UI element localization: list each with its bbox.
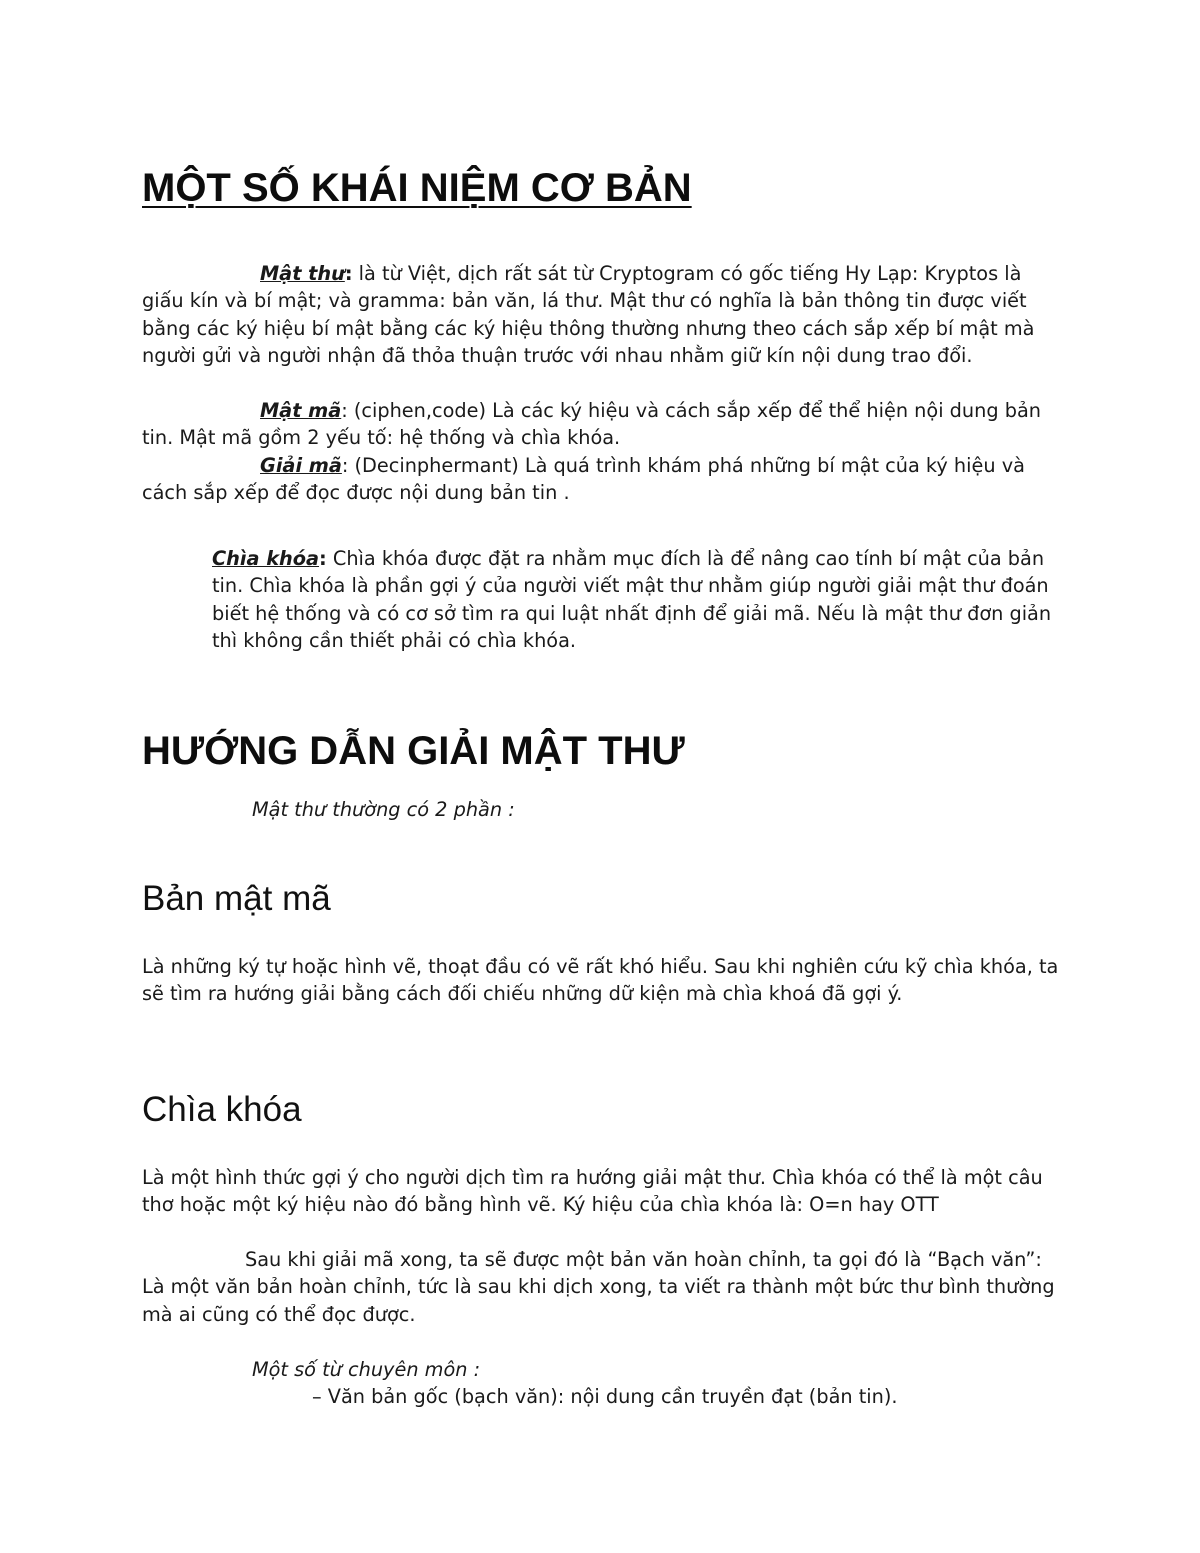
definition-chia-khoa (212, 545, 1062, 655)
definition-text: Chìa khóa được đặt ra nhằm mục đích là để nâng cao tính bí mật của bản tin. Chìa khóa là phần gợi ý của người viết mật thư nhằm giúp người giải mật thư đoán biết hệ thống và có cơ sở tìm ra qui luật nhất định để giải mã. Nếu là mật thư đơn giản thì không cần thiết phải có chìa khóa. (212, 547, 1052, 653)
term-colon: : (344, 262, 353, 285)
heading-ban-mat-ma: Bản mật mã (142, 879, 331, 918)
definition-giai-ma (142, 452, 1062, 507)
definition-mat-thu (142, 260, 1062, 370)
term-mat-ma: Mật mã (260, 399, 342, 422)
definition-text: là từ Việt, dịch rất sát từ Cryptogram có gốc tiếng Hy Lạp: Kryptos là giấu kín và bí mật; và gramma: bản văn, lá thư. Mật thư có nghĩa là bản thông tin được viết bằng các ký hiệu bí mật bằng các ký hiệu thông thường nhưng theo cách sắp xếp bí mật mà người gửi và người nhận đã thỏa thuận trước với nhau nhằm giữ kín nội dung trao đổi. (142, 262, 1035, 368)
heading-basic-concepts: MỘT SỐ KHÁI NIỆM CƠ BẢN (142, 166, 692, 210)
paragraph-chia-khoa-1: Là một hình thức gợi ý cho người dịch tìm ra hướng giải mật thư. Chìa khóa có thể là một câu thơ hoặc một ký hiệu nào đó bằng hình vẽ. Ký hiệu của chìa khóa là: O=n hay OTT (142, 1166, 1043, 1217)
definition-text: : (Decinphermant) Là quá trình khám phá những bí mật của ký hiệu và cách sắp xếp để đọc được nội dung bản tin . (142, 454, 1025, 505)
terms-heading: Một số từ chuyên môn : (252, 1358, 481, 1381)
heading-chia-khoa: Chìa khóa (142, 1090, 302, 1129)
paragraph-ban-mat-ma: Là những ký tự hoặc hình vẽ, thoạt đầu có vẽ rất khó hiểu. Sau khi nghiên cứu kỹ chìa khóa, ta sẽ tìm ra hướng giải bằng cách đối chiếu những dữ kiện mà chìa khoá đã gợi ý. (142, 955, 1059, 1006)
definition-mat-ma (142, 397, 1062, 452)
bach-van-text: Sau khi giải mã xong, ta sẽ được một bản văn hoàn chỉnh, ta gọi đó là “Bạch văn”: Là một văn bản hoàn chỉnh, tức là sau khi dịch xong, ta viết ra thành một bức thư bình thường mà ai cũng có thể đọc được. (142, 1248, 1055, 1326)
term-chia-khoa: Chìa khóa (212, 547, 320, 570)
intro-two-parts: Mật thư thường có 2 phần : (252, 798, 515, 821)
paragraph-chia-khoa-2 (142, 1246, 1062, 1328)
term-colon: : (319, 547, 327, 570)
definition-text: : (ciphen,code) Là các ký hiệu và cách sắp xếp để thể hiện nội dung bản tin. Mật mã gồm 2 yếu tố: hệ thống và chìa khóa. (142, 399, 1042, 450)
heading-guide: HƯỚNG DẪN GIẢI MẬT THƯ (142, 729, 685, 773)
term-giai-ma: Giải mã (260, 454, 342, 477)
terms-list-item: – Văn bản gốc (bạch văn): nội dung cần truyền đạt (bản tin). (312, 1385, 898, 1408)
term-mat-thu: Mật thư (260, 262, 345, 285)
